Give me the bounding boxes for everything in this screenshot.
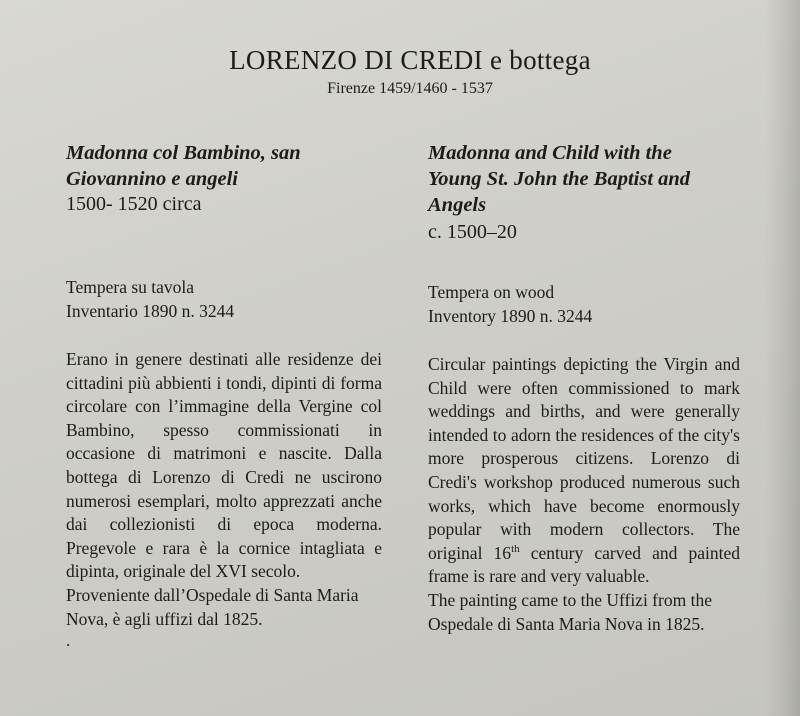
english-description-part2: century carved and painted frame is rare and very valuable. xyxy=(428,542,740,587)
italian-trailing-mark: . xyxy=(66,631,71,651)
label-header xyxy=(0,44,800,99)
italian-column xyxy=(66,140,382,651)
english-description-superscript: th xyxy=(511,542,520,555)
english-inventory: Inventory 1890 n. 3244 xyxy=(428,306,593,326)
english-title-line2: Young St. John the Baptist and xyxy=(428,168,691,190)
english-description xyxy=(428,353,740,589)
english-provenance: The painting came to the Uffizi from the Ospedale di Santa Maria Nova in 1825. xyxy=(428,589,712,634)
italian-body-block xyxy=(66,348,382,651)
italian-provenance: Proveniente dall’Ospedale di Santa Maria Nova, è agli uffizi dal 1825. xyxy=(66,584,359,629)
italian-title-line1: Madonna col Bambino, san xyxy=(66,142,301,164)
italian-medium-block xyxy=(66,275,234,323)
english-column xyxy=(428,140,744,634)
italian-period: 1500- 1520 circa xyxy=(66,193,202,215)
english-title-line3: Angels xyxy=(428,194,487,216)
panel-edge-shadow xyxy=(764,0,800,716)
artist-dates: Firenze 1459/1460 - 1537 xyxy=(327,80,493,97)
english-medium: Tempera on wood xyxy=(428,282,555,302)
english-period: c. 1500–20 xyxy=(428,221,517,243)
english-description-part1: Circular paintings depicting the Virgin and Child were often commissioned to mark weddings and births, and were generally intended to adorn the residences of the city's more prosperous citizens. Lorenzo di Credi's workshop produced numerous such works, which have become enormously popular with modern collectors. The original 16 xyxy=(428,354,740,563)
italian-description: Erano in genere destinati alle residenze dei cittadini più abbienti i tondi, dipinti di forma circolare con l’immagine della Vergine col Bambino, spesso commissionati in occasione di matrimoni e nascite. Dalla bottega di Lorenzo di Credi ne uscirono numerosi esemplari, molto apprezzati anche dai collezionisti di epoca moderna. Pregevole e rara è la cornice intagliata e dipinta, originale del XVI secolo. xyxy=(66,349,382,582)
english-title-line1: Madonna and Child with the xyxy=(428,142,672,164)
italian-inventory: Inventario 1890 n. 3244 xyxy=(66,301,235,321)
english-body-block xyxy=(428,353,740,636)
italian-medium: Tempera su tavola xyxy=(66,277,195,297)
artist-name: LORENZO DI CREDI e bottega xyxy=(229,45,591,75)
italian-title-line2: Giovannino e angeli xyxy=(66,168,238,190)
english-medium-block xyxy=(428,280,592,328)
